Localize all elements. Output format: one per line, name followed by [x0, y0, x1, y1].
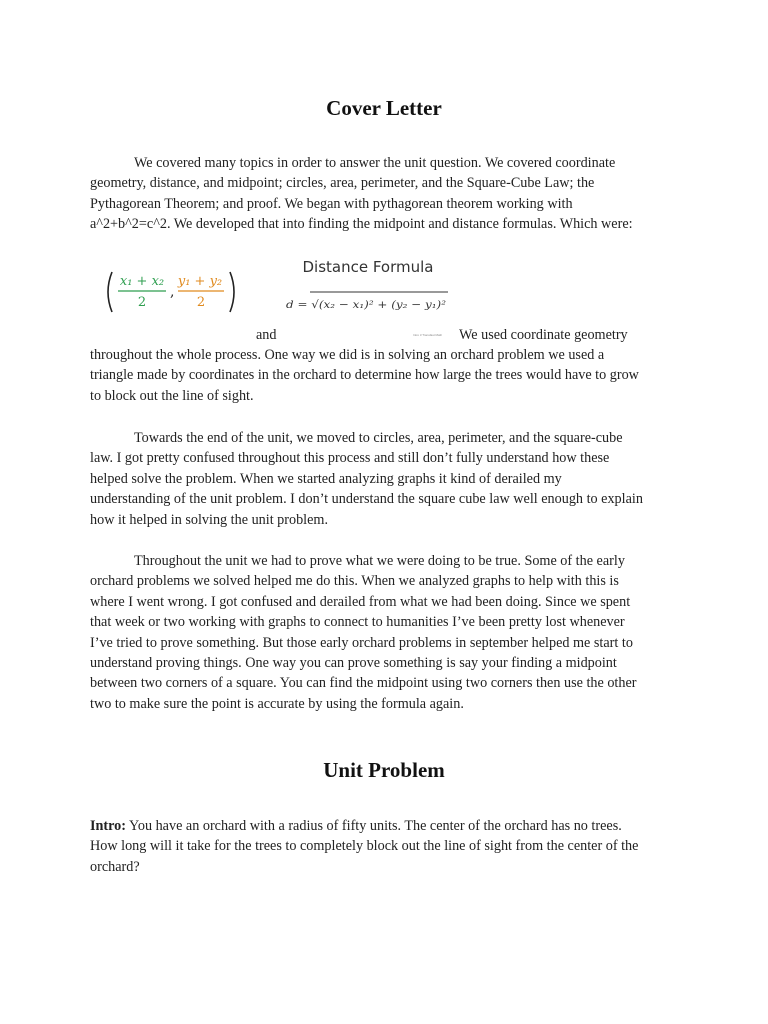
paragraph-proof [90, 551, 680, 714]
line: helped solve the problem. When we started analyzing graphs it kind of derailed my [90, 470, 562, 487]
line: law. I got pretty confused throughout this process and still don’t fully understand how these [90, 450, 610, 467]
line: orchard problems we solved helped me do this. When we analyzed graphs to help with this is [90, 573, 619, 590]
line: understand proving things. One way you can prove something is say your finding a midpoint [90, 655, 617, 672]
line: geometry, distance, and midpoint; circles, area, perimeter, and the Square-Cube Law; the [90, 175, 595, 192]
line: orchard? [90, 858, 140, 875]
line: where I went wrong. I got confused and derailed from what we had been doing. Since we spent [90, 593, 631, 610]
midpoint-numerator-x: x₁ + x₂ [119, 274, 165, 289]
image-credit: Intro 3 Transfast Math [413, 333, 443, 337]
distance-formula-image [282, 252, 452, 324]
line: How long will it take for the trees to completely block out the line of sight from the center of the [90, 838, 639, 855]
distance-formula-heading: Distance Formula [302, 258, 434, 276]
coordinate-geometry-text: We used coordinate geometry [459, 327, 628, 343]
line: understanding of the unit problem. I don’t understand the square cube law well enough to explain [90, 491, 643, 508]
line: triangle made by coordinates in the orchard to determine how large the trees would have to grow [90, 367, 639, 384]
line: two to make sure the point is accurate by using the formula again. [90, 695, 464, 712]
line: Pythagorean Theorem; and proof. We began with pythagorean theorem working with [90, 195, 573, 212]
line: You have an orchard with a radius of fifty units. The center of the orchard has no trees. [126, 818, 622, 834]
cover-letter-title: Cover Letter [326, 96, 442, 120]
line: throughout the whole process. One way we did is in solving an orchard problem we used a [90, 347, 605, 363]
unit-problem-title: Unit Problem [323, 758, 445, 782]
line: a^2+b^2=c^2. We developed that into finding the midpoint and distance formulas. Which were: [90, 216, 633, 233]
line: to block out the line of sight. [90, 387, 254, 404]
midpoint-formula-image [104, 268, 238, 316]
midpoint-numerator-y: y₁ + y₂ [177, 274, 223, 289]
paragraph-coordinate-geometry [90, 345, 680, 406]
paragraph-topics [90, 153, 680, 235]
formula-caption-line [90, 325, 680, 346]
paragraph-circles [90, 428, 680, 530]
line: Towards the end of the unit, we moved to circles, area, perimeter, and the square-cube [134, 430, 623, 446]
paragraph-intro [90, 816, 680, 877]
midpoint-denominator-x: 2 [137, 295, 147, 310]
line: We covered many topics in order to answer the unit question. We covered coordinate [134, 155, 616, 171]
svg-text:,: , [170, 284, 175, 300]
distance-formula-expression: d = √(x₂ − x₁)² + (y₂ − y₁)² [286, 299, 446, 311]
line: between two corners of a square. You can find the midpoint using two corners then use the other [90, 675, 637, 692]
midpoint-denominator-y: 2 [196, 295, 206, 310]
line: I’ve tried to prove something. But those early orchard problems in september helped me start to [90, 634, 633, 651]
line: that week or two working with graphs to connect to humanities I’ve been pretty lost whenever [90, 614, 625, 631]
line: Throughout the unit we had to prove what we were doing to be true. Some of the early [134, 553, 625, 569]
intro-label: Intro: [90, 818, 126, 834]
and-word: and [256, 327, 277, 343]
line: how it helped in solving the unit problem. [90, 511, 329, 528]
